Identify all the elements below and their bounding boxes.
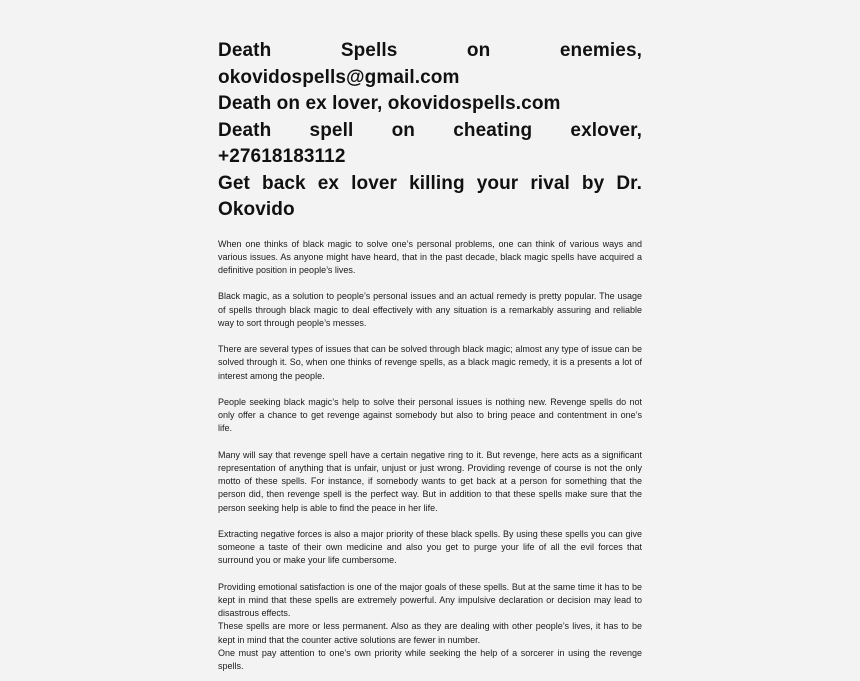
- title-line-3: Death on ex lover, okovidospells.com: [218, 93, 561, 114]
- paragraph-6: Extracting negative forces is also a major priority of these black spells. By using these spells you can give someone a taste of their own medicine and also you get to purge your life of all the evil forces that surround you or make your life cumbersome.: [218, 528, 642, 566]
- paragraph-7: Providing emotional satisfaction is one of the major goals of these spells. But at the same time it has to be kept in mind that these spells are extremely powerful. Any impulsive declaration or decision may lead to disastrous effects.: [218, 581, 642, 619]
- title-line-2: okovidospells@gmail.com: [218, 66, 460, 88]
- paragraph-5: Many will say that revenge spell have a certain negative ring to it. But revenge, here acts as a significant representation of anything that is unfair, unjust or just wrong. Providing revenge of course is not the only motto of these spells. For instance, if somebody wants to get back at a person for something that the person did, then revenge spell is the perfect way. But in addition to that these spells make sure that the person seeking help is able to find the peace in her life.: [218, 449, 642, 513]
- title-line-4: Death spell on cheating exlover, +27618183112: [218, 119, 642, 167]
- paragraph-3: There are several types of issues that can be solved through black magic; almost any type of issue can be solved through it. So, when one thinks of revenge spells, as a black magic remedy, it is a presents a lot of interest among the people.: [218, 344, 642, 381]
- paragraph-2: Black magic, as a solution to people’s personal issues and an actual remedy is pretty popular. The usage of spells through black magic to deal effectively with any situation is a remarkably assuring and reliable way to sort through people’s messes.: [218, 291, 642, 328]
- paragraph-4: People seeking black magic’s help to solve their personal issues is nothing new. Revenge spells do not only offer a chance to get revenge against somebody but also to bring peace and contentment in one’s life.: [218, 396, 642, 434]
- document-page: [218, 38, 642, 673]
- paragraph-8: These spells are more or less permanent. Also as they are dealing with other people’s lives, it has to be kept in mind that the counter active solutions are fewer in number.: [218, 621, 642, 645]
- title-line-6: Okovido: [218, 199, 295, 220]
- paragraph-1: When one thinks of black magic to solve one’s personal problems, one can think of various ways and various issues. As anyone might have heard, that in the past decade, black magic spells have acquired a definitive position in people’s lives.: [218, 238, 642, 275]
- title-line-5: Get back ex lover killing your rival by Dr.: [218, 172, 642, 194]
- document-title: [218, 38, 642, 224]
- title-line-1: Death Spells on enemies,: [218, 40, 642, 61]
- document-body: [218, 238, 642, 674]
- paragraph-9: One must pay attention to one’s own priority while seeking the help of a sorcerer in using the revenge spells.: [218, 647, 642, 671]
